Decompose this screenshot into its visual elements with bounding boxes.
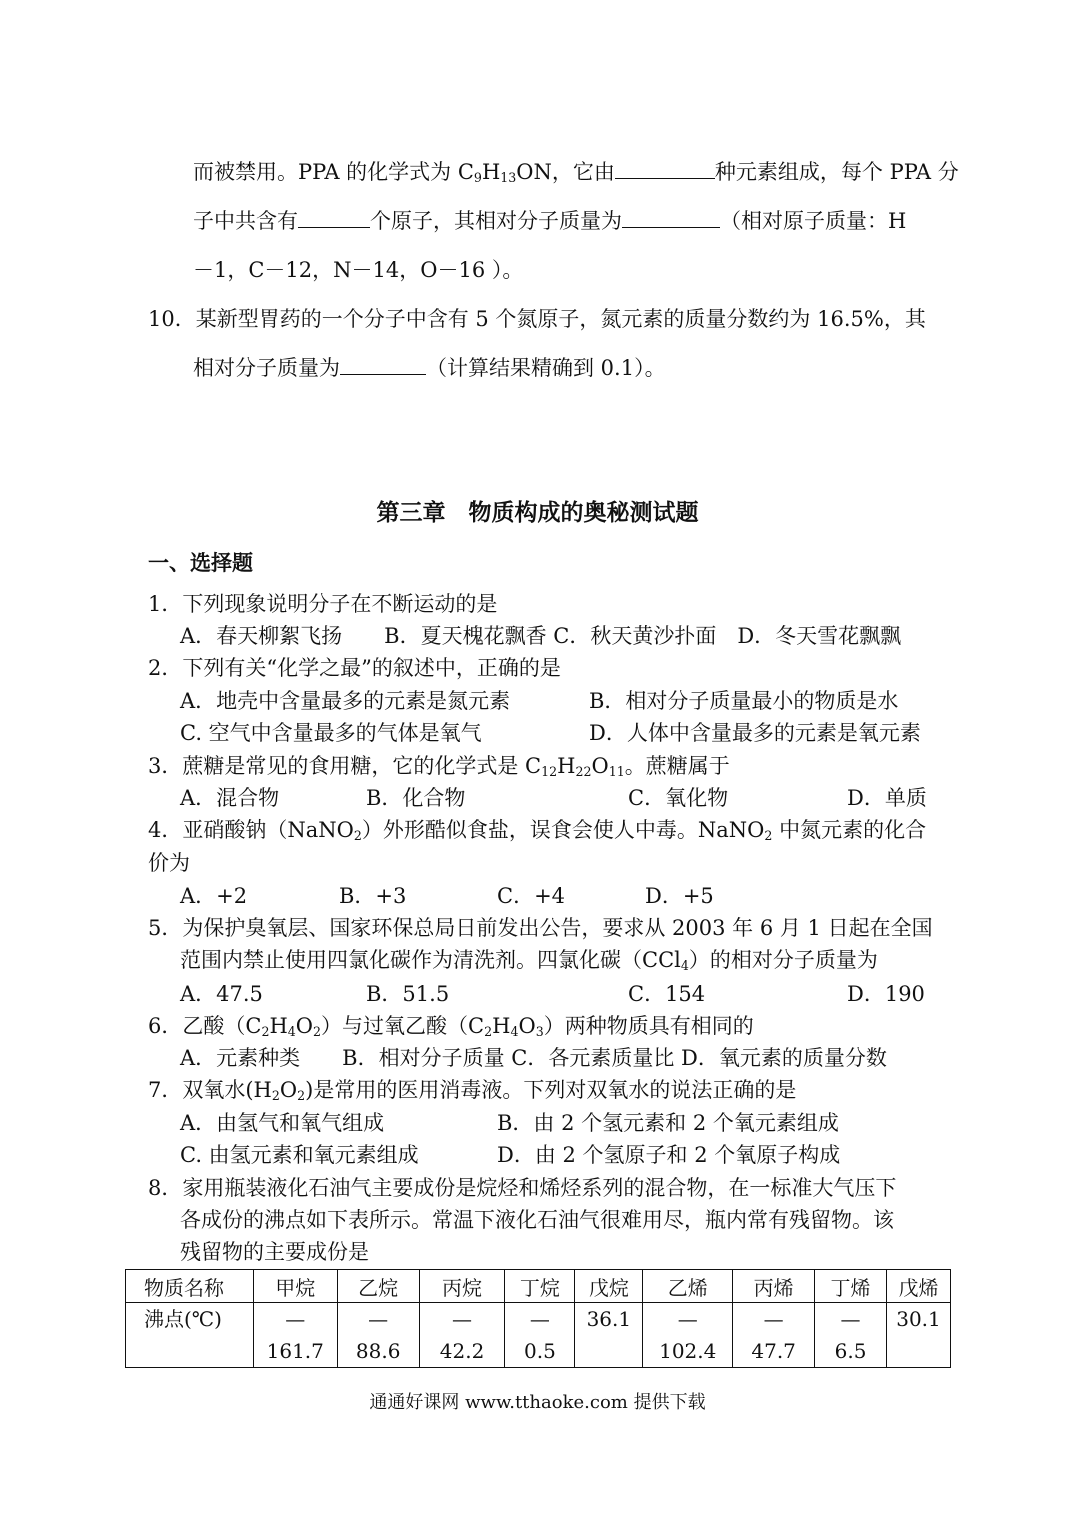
table-cell: — 42.2 — [419, 1303, 505, 1368]
q5-line-2: 范围内禁止使用四氯化碳作为清洗剂。四氯化碳（CCl$_4$）的相对分子质量为 — [180, 948, 878, 974]
q8-line-1: 8．家用瓶装液化石油气主要成份是烷烃和烯烃系列的混合物，在一标准大气压下 — [148, 1176, 897, 1200]
q7-option-b: B．由 2 个氢元素和 2 个氧元素组成 — [497, 1111, 839, 1135]
section-title: 一、选择题 — [148, 550, 253, 575]
q9-line-1: 而被禁用。PPA 的化学式为 $C_9H_{13}ON$，它由 种元素组成，每个 PPA 分 — [193, 160, 959, 186]
table-header-cell: 丁烯 — [815, 1270, 887, 1303]
table-cell: 36.1 — [575, 1303, 643, 1368]
table-cell: — 6.5 — [815, 1303, 887, 1368]
q1-stem: 1．下列现象说明分子在不断运动的是 — [148, 592, 498, 616]
q4-option-a: A．+2 — [180, 884, 248, 908]
table-cell: — 47.7 — [733, 1303, 815, 1368]
table-cell: — 88.6 — [337, 1303, 419, 1368]
answer-blank-mass — [622, 207, 720, 228]
q7-stem: 7．双氧水$(H_2O_2)$是常用的医用消毒液。下列对双氧水的说法正确的是 — [148, 1078, 797, 1104]
q4-stem-line-2: 价为 — [148, 851, 190, 875]
table-cell: — 0.5 — [505, 1303, 575, 1368]
q9-line-3: －1，C－12，N－14，O－16 ）。 — [193, 258, 524, 282]
table-cell: 30.1 — [886, 1303, 950, 1368]
q2-option-b: B．相对分子质量最小的物质是水 — [589, 689, 899, 713]
answer-blank-atoms — [298, 207, 370, 228]
q2-stem: 2．下列有关“化学之最”的叙述中，正确的是 — [148, 656, 561, 680]
table-header-cell: 甲烷 — [253, 1270, 337, 1303]
q3-option-d: D．单质 — [847, 786, 927, 810]
q9-line-2: 子中共含有 个原子，其相对分子质量为 （相对原子质量：H — [193, 209, 907, 233]
table-header-cell: 戊烷 — [575, 1270, 643, 1303]
q4-option-c: C．+4 — [497, 884, 566, 908]
chapter-title: 第三章 物质构成的奥秘测试题 — [376, 499, 699, 526]
table-header-cell: 丙烯 — [733, 1270, 815, 1303]
table-cell: — 161.7 — [253, 1303, 337, 1368]
q3-option-a: A．混合物 — [180, 786, 280, 810]
q3-option-b: B．化合物 — [366, 786, 466, 810]
q2-option-d: D．人体中含量最多的元素是氧元素 — [589, 721, 921, 745]
q7-option-d: D．由 2 个氢原子和 2 个氧原子构成 — [497, 1143, 841, 1167]
q6-options: A．元素种类 B．相对分子质量 C．各元素质量比 D．氧元素的质量分数 — [180, 1046, 887, 1070]
q2-option-c: C. 空气中含量最多的气体是氧气 — [180, 721, 482, 745]
q3-stem: 3．蔗糖是常见的食用糖，它的化学式是 $C_{12}H_{22}O_{11}$。蔗糖属于 — [148, 754, 730, 780]
q6-stem: 6．乙酸$(C_2H_4O_2)$与过氧乙酸$(C_2H_4O_3)$两种物质具有相同的 — [148, 1014, 754, 1040]
q10-line-1: 10．某新型胃药的一个分子中含有 5 个氮原子，氮元素的质量分数约为 16.5%，其 — [148, 307, 926, 331]
q2-option-a: A．地壳中含量最多的元素是氮元素 — [180, 689, 511, 713]
q4-stem: 4．亚硝酸钠（NaNO$_2$）外形酷似食盐，误食会使人中毒。NaNO$_2$ 中氮元素的化合 — [148, 818, 927, 844]
table-row-label: 沸点(℃) — [126, 1303, 254, 1368]
q4-option-b: B．+3 — [339, 884, 407, 908]
table-header-cell: 乙烷 — [337, 1270, 419, 1303]
table-header-cell: 丙烷 — [419, 1270, 505, 1303]
table-header-cell: 丁烷 — [505, 1270, 575, 1303]
table-row — [126, 1303, 951, 1368]
boiling-point-table — [125, 1269, 951, 1368]
answer-blank-elements — [615, 158, 715, 179]
q5-option-b: B．51.5 — [366, 982, 450, 1006]
answer-blank-q10 — [340, 354, 426, 375]
q8-line-3: 残留物的主要成份是 — [180, 1240, 369, 1264]
table-cell: — 102.4 — [643, 1303, 733, 1368]
table-header-label: 物质名称 — [126, 1270, 254, 1303]
q4-option-d: D．+5 — [645, 884, 714, 908]
table-header-cell: 戊烯 — [886, 1270, 950, 1303]
q1-options: A．春天柳絮飞扬 B．夏天槐花飘香 C．秋天黄沙扑面 D．冬天雪花飘飘 — [180, 624, 902, 648]
q5-option-a: A．47.5 — [180, 982, 263, 1006]
table-header-cell: 乙烯 — [643, 1270, 733, 1303]
table-header-row — [126, 1270, 951, 1303]
page-footer: 通通好课网 www.tthaoke.com 提供下载 — [369, 1392, 706, 1413]
q5-line-1: 5．为保护臭氧层、国家环保总局日前发出公告，要求从 2003 年 6 月 1 日起在全国 — [148, 916, 933, 940]
q3-option-c: C．氧化物 — [628, 786, 729, 810]
q7-option-a: A．由氢气和氧气组成 — [180, 1111, 385, 1135]
q5-option-c: C．154 — [628, 982, 706, 1006]
q7-option-c: C. 由氢元素和氧元素组成 — [180, 1143, 419, 1167]
q8-line-2: 各成份的沸点如下表所示。常温下液化石油气很难用尽，瓶内常有残留物。该 — [180, 1208, 894, 1232]
q5-option-d: D．190 — [847, 982, 925, 1006]
q10-line-2: 相对分子质量为 （计算结果精确到 0.1）。 — [193, 356, 666, 380]
